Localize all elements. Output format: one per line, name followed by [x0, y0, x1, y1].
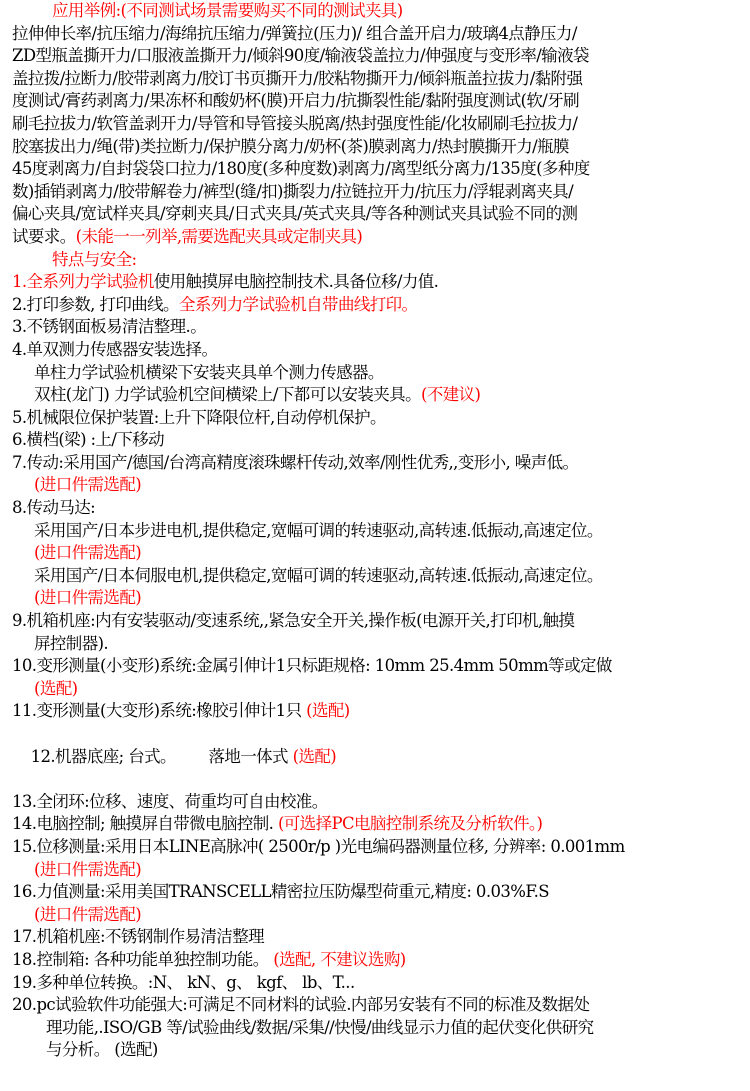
feature-item-8-sub: 采用国产/日本伺服电机,提供稳定,宽幅可调的转速驱动,高转速.低振动,高速定位。: [34, 565, 603, 585]
feature-text: 使用触摸屏电脑控制技术.具备位移/力值.: [153, 272, 439, 292]
feature-highlight: (选配): [292, 746, 337, 766]
feature-item-10: 10.变形测量(小变形)系统:金属引伸计1只标距规格: 10mm 25.4mm 50mm等或定做: [12, 656, 612, 676]
application-line: 刷毛拉拔力/软管盖剥开力/导管和导管接头脱离/热封强度性能/化妆刷刷毛拉拔力/: [12, 113, 578, 133]
feature-item-5: 5.机械限位保护装置:上升下降限位杆,自动停机保护。: [12, 407, 386, 427]
feature-item-7: 7.传动:采用国产/德国/台湾高精度滚珠螺杆传动,效率/刚性优秀,,变形小, 噪声低。: [12, 452, 579, 472]
feature-item-8-note: (进口件需选配): [34, 543, 142, 563]
feature-item-4: 4.单双测力传感器安装选择。: [12, 339, 218, 359]
feature-item-9-cont: 屏控制器).: [34, 633, 109, 653]
feature-highlight: (可选择PC电脑控制系统及分析软件。): [277, 814, 543, 834]
application-line: 45度剥离力/自封袋袋口拉力/180度(多种度数)剥离力/离型纸分离力/135度(多种度: [12, 159, 590, 179]
application-last-text: 试要求。: [12, 226, 76, 246]
application-note: (未能一一列举,需要选配夹具或定制夹具): [75, 226, 363, 246]
feature-item-8-sub: 采用国产/日本步进电机,提供稳定,宽幅可调的转速驱动,高转速.低振动,高速定位。: [34, 520, 603, 540]
feature-item-13: 13.全闭环:位移、速度、荷重均可自由校准。: [12, 791, 328, 811]
application-line: 数)插销剥离力/胶带解卷力/裤型(缝/扣)撕裂力/拉链拉开力/抗压力/浮辊剥离夹具/: [12, 181, 574, 201]
feature-item-9: 9.机箱机座:内有安装驱动/变速系统,,紧急安全开关,操作板(电源开关,打印机,触摸: [12, 611, 575, 631]
feature-text: 14.电脑控制; 触摸屏自带微电脑控制.: [12, 814, 278, 834]
feature-item-6: 6.横档(梁) :上/下移动: [12, 430, 165, 450]
application-line: 拉伸伸长率/抗压缩力/海绵抗压缩力/弹簧拉(压力)/ 组合盖开启力/玻璃4点静压力/: [12, 23, 577, 43]
application-heading: 应用举例:(不同测试场景需要购买不同的测试夹具): [52, 1, 403, 20]
features-heading: 特点与安全:: [52, 249, 137, 269]
feature-item-12: [12, 723, 744, 791]
feature-item-20-cont: 与分析。 (选配): [46, 1040, 158, 1060]
feature-item-4-sub: [12, 384, 744, 407]
application-line: 盖拉拨/拉断力/胶带剥离力/胶订书页撕开力/胶粘物撕开力/倾斜瓶盖拉拔力/黏附强: [12, 68, 583, 88]
feature-item-15-note: (进口件需选配): [34, 859, 142, 879]
feature-item-19: 19.多种单位转换。:N、 kN、g、 kgf、 lb、T...: [12, 972, 355, 992]
feature-item-3: 3.不锈钢面板易清洁整理.。: [12, 317, 207, 337]
feature-item-15: 15.位移测量:采用日本LINE高脉冲( 2500r/p )光电编码器测量位移, 分辨率: 0.001mm: [12, 836, 625, 856]
feature-item-8: 8.传动马达:: [12, 498, 96, 518]
feature-item-16: 16.力值测量:采用美国TRANSCELL精密拉压防爆型荷重元,精度: 0.03%F.S: [12, 882, 549, 902]
feature-item-11: [12, 700, 744, 723]
feature-item-14: [12, 813, 744, 836]
feature-highlight: (选配): [306, 701, 350, 721]
feature-item-8-note: (进口件需选配): [34, 588, 142, 608]
feature-item-1: [12, 271, 744, 294]
feature-number: 1.: [12, 272, 27, 292]
feature-text: 11.变形测量(大变形)系统:橡胶引伸计1只: [12, 701, 307, 721]
feature-item-20: 20.pc试验软件功能强大:可满足不同材料的试验.内部另安装有不同的标准及数据处: [12, 995, 590, 1015]
feature-item-17: 17.机箱机座:不锈钢制作易清洁整理: [12, 927, 264, 947]
feature-item-4-sub: 单柱力学试验机横梁下安装夹具单个测力传感器。: [34, 362, 384, 382]
application-line: 胶塞拔出力/绳(带)类拉断力/保护膜分离力/奶杯(茶)膜剥离力/热封膜撕开力/瓶膜: [12, 136, 569, 156]
feature-item-7-note: (进口件需选配): [34, 475, 142, 495]
application-line: ZD型瓶盖撕开力/口服液盖撕开力/倾斜90度/输液袋盖拉力/伸强度与变形率/输液袋: [12, 46, 589, 66]
feature-text: 12.机器底座; 台式。 落地一体式: [30, 746, 293, 766]
feature-highlight: 全系列力学试验机: [26, 272, 154, 292]
feature-item-18: [12, 949, 744, 972]
application-line: 度测试/膏药剥离力/果冻杯和酸奶杯(膜)开启力/抗撕裂性能/黏附强度测试(软/牙刷: [12, 91, 580, 111]
feature-item-2: [12, 294, 744, 317]
application-line-last: [12, 226, 744, 249]
feature-text: 18.控制箱: 各种功能单独控制功能。: [12, 949, 274, 969]
feature-item-16-note: (进口件需选配): [34, 904, 142, 924]
feature-item-10-note: (选配): [34, 678, 78, 698]
feature-highlight: (不建议): [420, 385, 481, 405]
feature-highlight: 全系列力学试验机自带曲线打印。: [178, 294, 418, 314]
feature-text: 2.打印参数, 打印曲线。: [12, 294, 179, 314]
feature-item-20-cont: 理功能,.ISO/GB 等/试验曲线/数据/采集//快慢/曲线显示力值的起伏变化供研究: [46, 1017, 594, 1037]
feature-highlight: (选配, 不建议选购): [273, 949, 406, 969]
feature-text: 双柱(龙门) 力学试验机空间横梁上/下都可以安装夹具。: [34, 385, 421, 405]
application-line: 偏心夹具/宽试样夹具/穿刺夹具/日式夹具/英式夹具/等各种测试夹具试验不同的测: [12, 204, 578, 224]
